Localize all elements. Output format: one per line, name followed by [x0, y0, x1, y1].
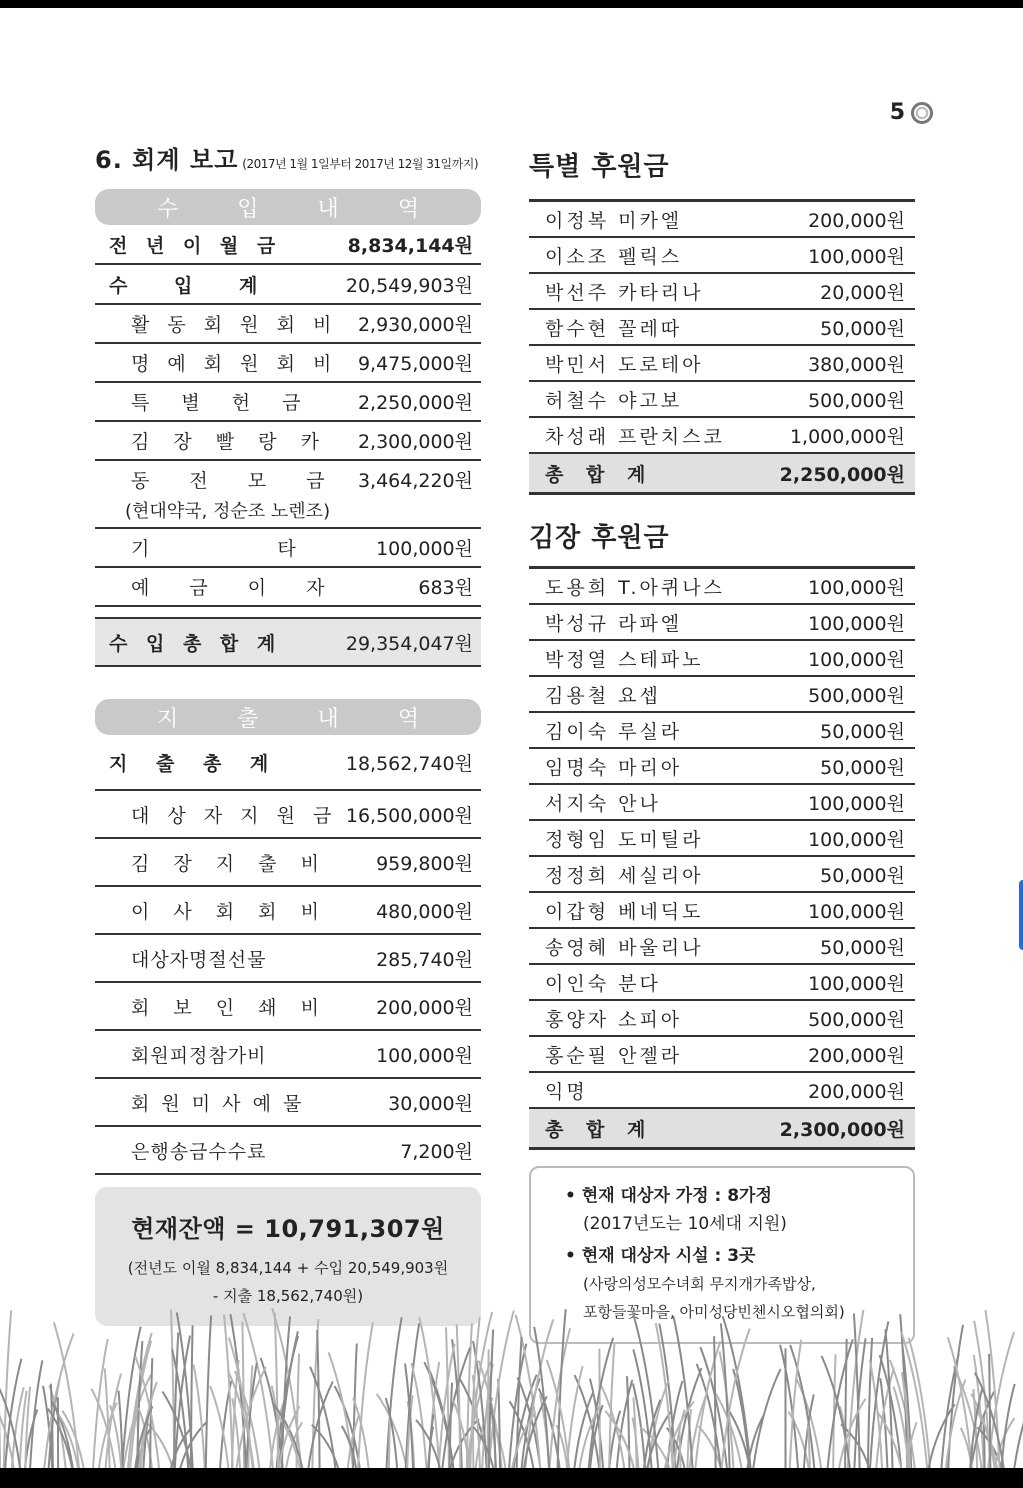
- grass-blade: [753, 1369, 780, 1468]
- table-row: 김 장 빨 랑 카 2,300,000원: [95, 422, 481, 461]
- table-row: 대 상 자 지 원 금 16,500,000원: [95, 791, 481, 839]
- table-row: 함수현 꼴레따 50,000원: [529, 310, 915, 346]
- table-row: 박정열 스테파노 100,000원: [529, 641, 915, 677]
- grass-blade: [446, 1327, 449, 1468]
- table-row: 김 장 지 출 비 959,800원: [95, 839, 481, 887]
- grass-blade: [1014, 1377, 1023, 1468]
- table-row: 수 입 계 20,549,903원: [95, 265, 481, 305]
- table-row: 이정복 미카엘 200,000원: [529, 202, 915, 238]
- table-row: 동 전 모 금 3,464,220원 (현대약국, 정순조 노렌조): [95, 461, 481, 529]
- kimjang-total-row: 총 합 계 2,300,000원: [529, 1109, 915, 1150]
- bottom-border: [0, 1468, 1023, 1488]
- balance-note: (전년도 이월 8,834,144 + 수입 20,549,903원 - 지출 18,562,740원): [127, 1259, 449, 1305]
- table-row: 이소조 펠릭스 100,000원: [529, 238, 915, 274]
- grass-blade: [317, 1330, 319, 1468]
- table-row: 대상자명절선물 285,740원: [95, 935, 481, 983]
- page-tab-marker: [1019, 880, 1023, 950]
- accounting-period: (2017년 1월 1일부터 2017년 12월 31일까지): [242, 157, 479, 171]
- table-row: 회 원 미 사 예 물 30,000원: [95, 1079, 481, 1127]
- kimjang-donation-table: [529, 566, 915, 1150]
- table-row: 박선주 카타리나 20,000원: [529, 274, 915, 310]
- table-row: 서지숙 안나 100,000원: [529, 785, 915, 821]
- grass-blade: [567, 1366, 583, 1468]
- special-donation-title: 특별 후원금: [529, 152, 670, 182]
- grass-blade: [206, 1316, 211, 1469]
- grass-decoration: [0, 1303, 1023, 1468]
- table-row: 홍양자 소피아 500,000원: [529, 1001, 915, 1037]
- table-row: 은행송금수수료 7,200원: [95, 1127, 481, 1175]
- top-border: [0, 0, 1023, 8]
- accounting-report: [95, 140, 481, 1326]
- income-header: 수 입 내 역: [95, 189, 481, 225]
- grass-blade: [679, 1428, 680, 1468]
- special-donation-table: [529, 199, 915, 495]
- grass-blade: [633, 1398, 636, 1469]
- table-row: 익명 200,000원: [529, 1073, 915, 1109]
- table-row: 이인숙 분다 100,000원: [529, 965, 915, 1001]
- grass-blade: [210, 1386, 228, 1468]
- table-row: 허철수 야고보 500,000원: [529, 382, 915, 418]
- grass-blade: [194, 1365, 205, 1468]
- special-total-row: 총 합 계 2,250,000원: [529, 454, 915, 495]
- table-row: 활 동 회 원 회 비 2,930,000원: [95, 305, 481, 344]
- row-note: (현대약국, 정순조 노렌조): [125, 500, 331, 522]
- table-row: 차성래 프란치스코 1,000,000원: [529, 418, 915, 454]
- table-row: 회 보 인 쇄 비 200,000원: [95, 983, 481, 1031]
- table-row: 정형임 도미틸라 100,000원: [529, 821, 915, 857]
- table-row: 송영혜 바울리나 50,000원: [529, 929, 915, 965]
- table-row: 김이숙 루실라 50,000원: [529, 713, 915, 749]
- grass-blade: [450, 1419, 478, 1468]
- table-row: 예 금 이 자 683원: [95, 568, 481, 607]
- table-row: 홍순필 안젤라 200,000원: [529, 1037, 915, 1073]
- table-row: 명 예 회 원 회 비 9,475,000원: [95, 344, 481, 383]
- table-row: 박민서 도로테아 380,000원: [529, 346, 915, 382]
- page-number: 5: [890, 100, 933, 125]
- table-row: 임명숙 마리아 50,000원: [529, 749, 915, 785]
- grass-blade: [498, 1379, 500, 1468]
- grass-blade: [275, 1313, 278, 1468]
- table-row: 전 년 이 월 금 8,834,144원: [95, 225, 481, 265]
- table-row: 이갑형 베네딕도 100,000원: [529, 893, 915, 929]
- accounting-title: 6. 회계 보고 (2017년 1월 1일부터 2017년 12월 31일까지): [95, 146, 479, 174]
- table-row: 정정희 세실리아 50,000원: [529, 857, 915, 893]
- table-row: 특 별 헌 금 2,250,000원: [95, 383, 481, 422]
- balance-title: 현재잔액 = 10,791,307원: [131, 1215, 445, 1243]
- table-row: 도용희 T.아퀴나스 100,000원: [529, 569, 915, 605]
- grass-blade: [1002, 1384, 1015, 1468]
- table-row: 기 타 100,000원: [95, 529, 481, 568]
- table-row: 회원피정참가비 100,000원: [95, 1031, 481, 1079]
- grass-blade: [389, 1417, 390, 1468]
- income-table: [95, 225, 481, 667]
- table-row: 박성규 라파엘 100,000원: [529, 605, 915, 641]
- kimjang-donation-title: 김장 후원금: [529, 523, 670, 553]
- expense-header: 지 출 내 역: [95, 699, 481, 735]
- grass-blade: [985, 1310, 999, 1468]
- grass-blade: [721, 1323, 730, 1468]
- table-row: 김용철 요셉 500,000원: [529, 677, 915, 713]
- donations: [529, 140, 915, 1344]
- grass-blade: [989, 1354, 990, 1468]
- table-row: 지 출 총 계 18,562,740원: [95, 735, 481, 791]
- grass-blade: [93, 1339, 108, 1468]
- table-row: 이 사 회 회 비 480,000원: [95, 887, 481, 935]
- expense-table: [95, 735, 481, 1175]
- recipient-notes: • 현재 대상자 가정 : 8가정 (2017년도는 10세대 지원) • 현재 대상자 시설 : 3곳 (사랑의성모수녀회 무지개가족밥상, 포항들꽃마을, 아미성당빈첸시오협의회): [529, 1166, 915, 1344]
- emblem-icon: [911, 102, 933, 124]
- income-total-row: 수 입 총 합 계 29,354,047원: [95, 617, 481, 667]
